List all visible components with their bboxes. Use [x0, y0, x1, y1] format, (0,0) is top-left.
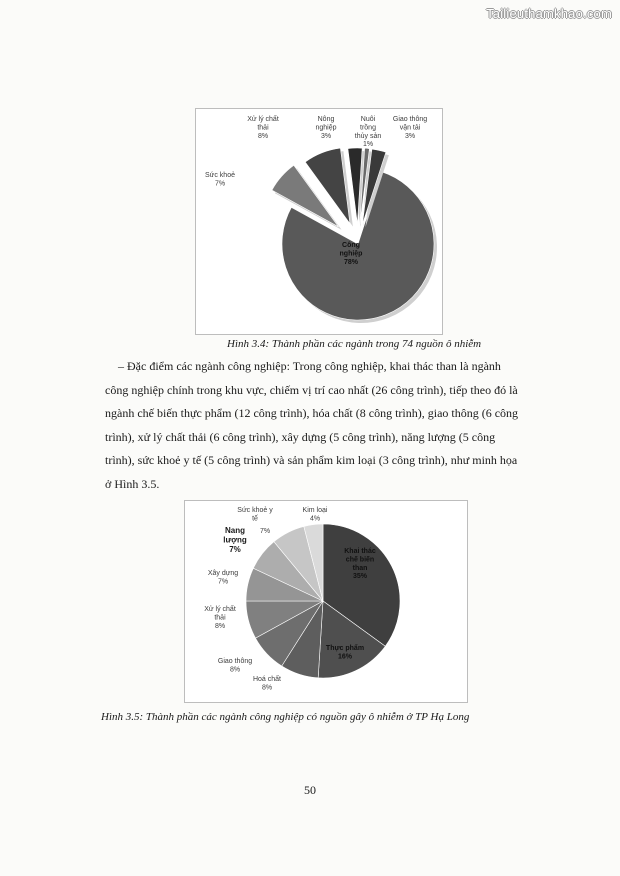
slice-label-nang-luong: Nang lượng 7%	[223, 526, 247, 555]
figure-3-5-caption: Hình 3.5: Thành phần các ngành công nghiệp có nguồn gây ô nhiễm ở TP Hạ Long	[101, 711, 470, 723]
slice-value-suc-khoe-y-te: 7%	[259, 528, 271, 535]
slice-label-thuc-pham: Thực phẩm 16%	[325, 645, 365, 661]
paragraph-line-1	[105, 355, 540, 379]
paragraph-line-3: ngành chế biến thực phẩm (12 công trình), hóa chất (8 công trình), giao thông (6 công	[105, 406, 519, 420]
slice-label-hoa-chat: Hoá chất 8%	[252, 676, 282, 692]
figure-3-4-caption: Hình 3.4: Thành phần các ngành trong 74 nguồn ô nhiễm	[227, 338, 482, 350]
slice-label-giao-thong: Giao thông 8%	[217, 658, 253, 674]
slice-label-kim-loai: Kim loại 4%	[302, 507, 328, 523]
slice-label-giao-thong-van-tai: Giao thông vận tải 3%	[392, 116, 428, 140]
paragraph-line-5: trình), sức khoẻ y tế (5 công trình) và sản phẩm kim loại (3 công trình), như minh họa	[105, 453, 518, 467]
slice-label-suc-khoe-y-te: Sức khoẻ y tế	[237, 507, 273, 523]
slice-label-cong-nghiep: Công nghiệp 78%	[339, 242, 363, 266]
figure-3-5-pie-chart	[184, 500, 468, 703]
body-paragraph	[105, 355, 540, 496]
list-dash: –	[118, 359, 124, 373]
watermark: Tailieuthamkhao.com	[486, 6, 612, 21]
slice-label-nuoi-trong-thuy-san: Nuôi trồng thủy sản 1%	[354, 116, 382, 149]
pie-chart-industry-sectors	[185, 501, 467, 702]
paragraph-line-4: trình), xử lý chất thải (6 công trình), xây dựng (5 công trình), năng lượng (5 công	[105, 429, 496, 444]
slice-label-khai-thac-che-bien-than: Khai thác chế biến than 35%	[344, 548, 376, 581]
paragraph-line-1-text: Đặc điểm các ngành công nghiệp: Trong công nghiệp, khai thác than là ngành	[127, 359, 501, 373]
slice-label-nong-nghiep: Nông nghiệp 3%	[315, 116, 337, 140]
paragraph-line-6: ở Hình 3.5.	[105, 476, 160, 491]
slice-label-suc-khoe: Sức khoẻ 7%	[205, 172, 235, 188]
figure-3-4-pie-chart	[195, 108, 443, 335]
paragraph-line-2: công nghiệp chính trong khu vực, chiếm vị trí cao nhất (26 công trình), tiếp theo đó là	[105, 382, 518, 397]
slice-label-xu-ly-chat-thai: Xử lý chất thải 8%	[247, 116, 279, 140]
slice-label-xay-dung: Xây dựng 7%	[207, 570, 239, 586]
slice-label-xu-ly-chat-thai: Xử lý chất thải 8%	[204, 606, 236, 630]
page-number: 50	[304, 783, 316, 797]
pie-chart-pollution-sources	[196, 109, 442, 334]
